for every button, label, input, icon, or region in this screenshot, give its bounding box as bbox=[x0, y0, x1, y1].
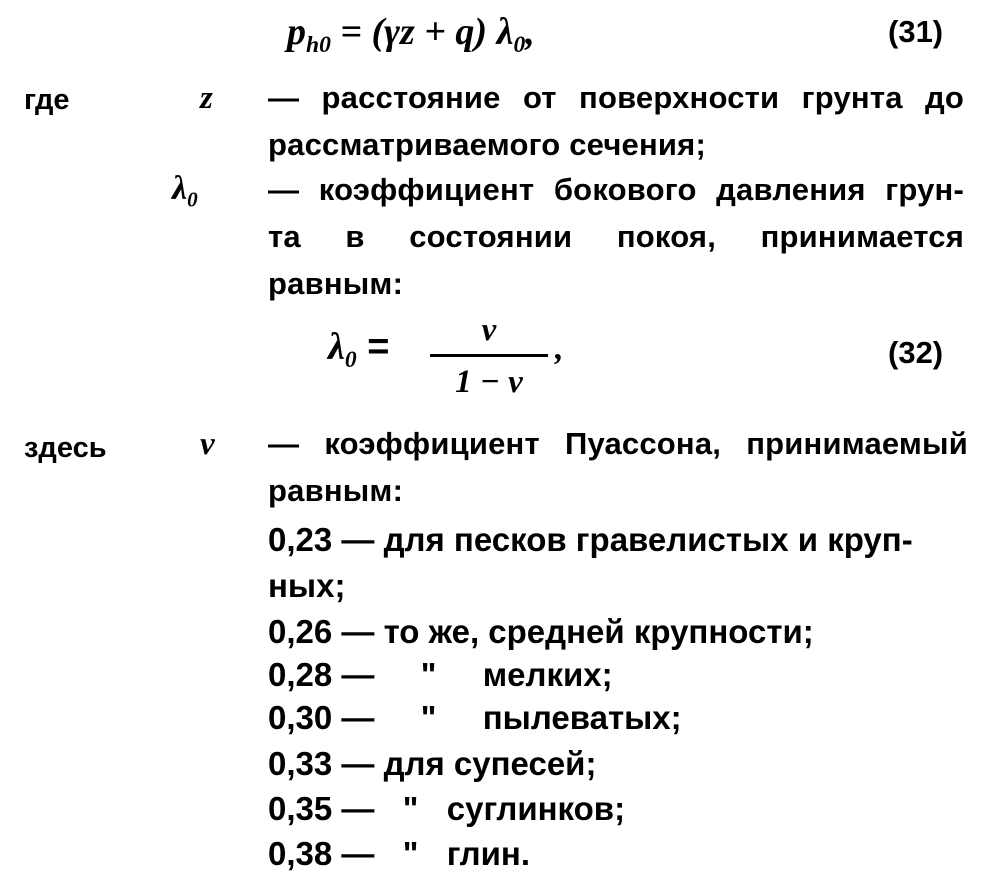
z-symbol: z bbox=[200, 80, 213, 116]
list-item bbox=[268, 790, 625, 828]
coefficient-description: — для супесей; bbox=[341, 745, 597, 782]
formula-32-fraction bbox=[430, 310, 548, 402]
list-item bbox=[268, 745, 596, 783]
coefficient-description-continuation: ных; bbox=[268, 567, 346, 604]
formula-31-comma: , bbox=[525, 11, 535, 53]
lambda-definition-line-3: равным: bbox=[268, 266, 404, 301]
list-item bbox=[268, 613, 814, 651]
list-item bbox=[268, 656, 613, 694]
list-item bbox=[268, 521, 964, 559]
dash: — bbox=[341, 790, 375, 827]
formula-31 bbox=[287, 10, 535, 59]
formula-32-comma: , bbox=[555, 330, 564, 367]
formula-32-lambda: λ bbox=[328, 326, 345, 368]
nu-definition-line-1: — коэффициент Пуассона, принимаемый bbox=[268, 426, 968, 461]
here-word: здесь bbox=[24, 432, 107, 464]
ditto-mark: " bbox=[420, 699, 437, 736]
coefficient-description: мелких; bbox=[482, 656, 613, 693]
coefficient-description: — для песков гравелистых и круп- bbox=[341, 521, 913, 558]
dash: — bbox=[341, 835, 375, 872]
nu-symbol: ν bbox=[200, 426, 215, 462]
z-definition-line-2: рассматриваемого сечения; bbox=[268, 127, 706, 162]
lambda-definition-line-1: — коэффициент бокового давления грун- bbox=[268, 172, 964, 207]
coefficient-value: 0,26 bbox=[268, 613, 333, 650]
coefficient-value: 0,28 bbox=[268, 656, 333, 693]
coefficient-description: — то же, средней крупности; bbox=[341, 613, 814, 650]
coefficient-value: 0,33 bbox=[268, 745, 333, 782]
coefficient-value: 0,30 bbox=[268, 699, 333, 736]
ditto-mark: " bbox=[402, 790, 419, 827]
where-word: где bbox=[24, 84, 70, 116]
coefficient-description: глин. bbox=[446, 835, 531, 872]
nu-definition-line-2: равным: bbox=[268, 473, 404, 508]
ditto-mark: " bbox=[420, 656, 437, 693]
coefficient-description: суглинков; bbox=[446, 790, 626, 827]
lambda-definition-line-2: та в состоянии покоя, принимается bbox=[268, 219, 964, 254]
formula-31-rhs: = (γz + q) λ bbox=[340, 11, 514, 53]
coefficient-description: пылеватых; bbox=[482, 699, 682, 736]
z-definition-line-1: — расстояние от поверхности грунта до bbox=[268, 80, 964, 115]
formula-32-lambda-subscript: 0 bbox=[344, 347, 357, 374]
lambda-letter: λ bbox=[172, 170, 188, 207]
dash: — bbox=[341, 656, 375, 693]
ditto-mark: " bbox=[402, 835, 419, 872]
coefficient-value: 0,23 bbox=[268, 521, 333, 558]
formula-32-equals: = bbox=[356, 326, 390, 368]
dash: — bbox=[341, 699, 375, 736]
formula-32-number: (32) bbox=[888, 335, 944, 370]
formula-31-p: p bbox=[287, 11, 306, 53]
list-item bbox=[268, 835, 530, 873]
coefficient-value: 0,38 bbox=[268, 835, 333, 872]
formula-32-numerator: ν bbox=[481, 312, 497, 348]
lambda-symbol bbox=[172, 170, 198, 212]
formula-31-p-subscript: h0 bbox=[306, 32, 331, 59]
formula-32-denominator: 1 − ν bbox=[455, 364, 523, 400]
list-item bbox=[268, 699, 682, 737]
lambda-subscript: 0 bbox=[187, 187, 198, 212]
formula-32-lhs bbox=[328, 325, 390, 374]
coefficient-value: 0,35 bbox=[268, 790, 333, 827]
fraction-bar bbox=[430, 354, 548, 357]
formula-31-number: (31) bbox=[888, 14, 944, 49]
formula-31-lambda-subscript: 0 bbox=[513, 32, 526, 59]
